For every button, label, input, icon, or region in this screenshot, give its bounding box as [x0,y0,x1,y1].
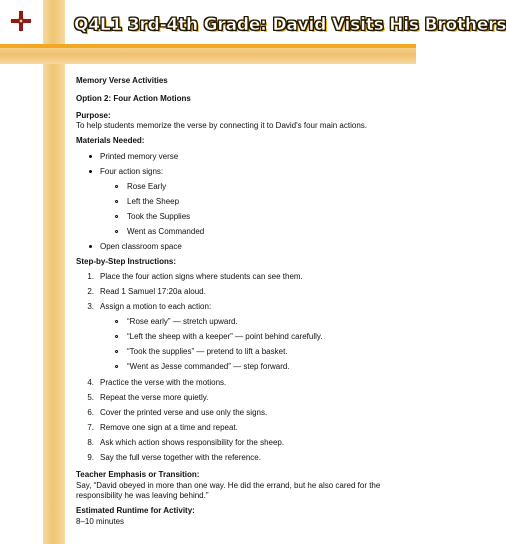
motion-item: “Left the sheep with a keeper” — point behind carefully. [127,332,323,341]
step-number: 8. [87,438,94,447]
bullet-icon [89,155,92,158]
decorative-cross-vertical-bar [43,0,65,544]
runtime-text: 8–10 minutes [76,517,125,526]
page-title: Q4L1 3rd-4th Grade: David Visits His Brothers [74,15,506,35]
emphasis-heading: Teacher Emphasis or Transition: [76,470,200,479]
step-item: Assign a motion to each action: [100,302,212,311]
step-item: Practice the verse with the motions. [100,378,227,387]
sub-bullet-icon [115,350,118,353]
document-page [72,70,412,544]
sub-bullet-icon [115,335,118,338]
materials-item: Printed memory verse [100,152,179,161]
step-number: 4. [87,378,94,387]
action-sign-item: Went as Commanded [127,227,205,236]
motion-item: “Rose early” — stretch upward. [127,317,238,326]
step-item: Ask which action shows responsibility for the sheep. [100,438,285,447]
purpose-heading: Purpose: [76,111,111,120]
step-number: 7. [87,423,94,432]
sub-bullet-icon [115,200,118,203]
sub-bullet-icon [115,230,118,233]
step-item: Cover the printed verse and use only the signs. [100,408,268,417]
option-title: Option 2: Four Action Motions [76,94,191,103]
step-number: 1. [87,272,94,281]
emphasis-text-line: Say, “David obeyed in more than one way. He did the errand, but he also cared for the [76,481,381,490]
church-cross-logo-icon [8,8,34,34]
action-sign-item: Left the Sheep [127,197,180,206]
step-item: Repeat the verse more quietly. [100,393,209,402]
step-item: Place the four action signs where students can see them. [100,272,303,281]
emphasis-text-line: responsibility he was leaving behind.” [76,491,209,500]
motion-item: “Took the supplies” — pretend to lift a basket. [127,347,288,356]
step-item: Say the full verse together with the reference. [100,453,261,462]
motion-item: “Went as Jesse commanded” — step forward. [127,362,290,371]
purpose-text: To help students memorize the verse by connecting it to David's four main actions. [76,121,368,130]
bullet-icon [89,170,92,173]
step-number: 2. [87,287,94,296]
step-number: 5. [87,393,94,402]
sub-bullet-icon [115,320,118,323]
sub-bullet-icon [115,365,118,368]
materials-item: Open classroom space [100,242,182,251]
materials-item: Four action signs: [100,167,164,176]
materials-heading: Materials Needed: [76,136,145,145]
action-sign-item: Took the Supplies [127,212,191,221]
step-item: Remove one sign at a time and repeat. [100,423,238,432]
section-title: Memory Verse Activities [76,76,168,85]
step-number: 9. [87,453,94,462]
step-number: 3. [87,302,94,311]
runtime-heading: Estimated Runtime for Activity: [76,506,195,515]
bullet-icon [89,245,92,248]
sub-bullet-icon [115,215,118,218]
sub-bullet-icon [115,185,118,188]
action-sign-item: Rose Early [127,182,167,191]
steps-heading: Step-by-Step Instructions: [76,257,177,266]
step-number: 6. [87,408,94,417]
step-item: Read 1 Samuel 17:20a aloud. [100,287,206,296]
header [74,7,506,43]
header-accent-stripe [0,44,416,48]
